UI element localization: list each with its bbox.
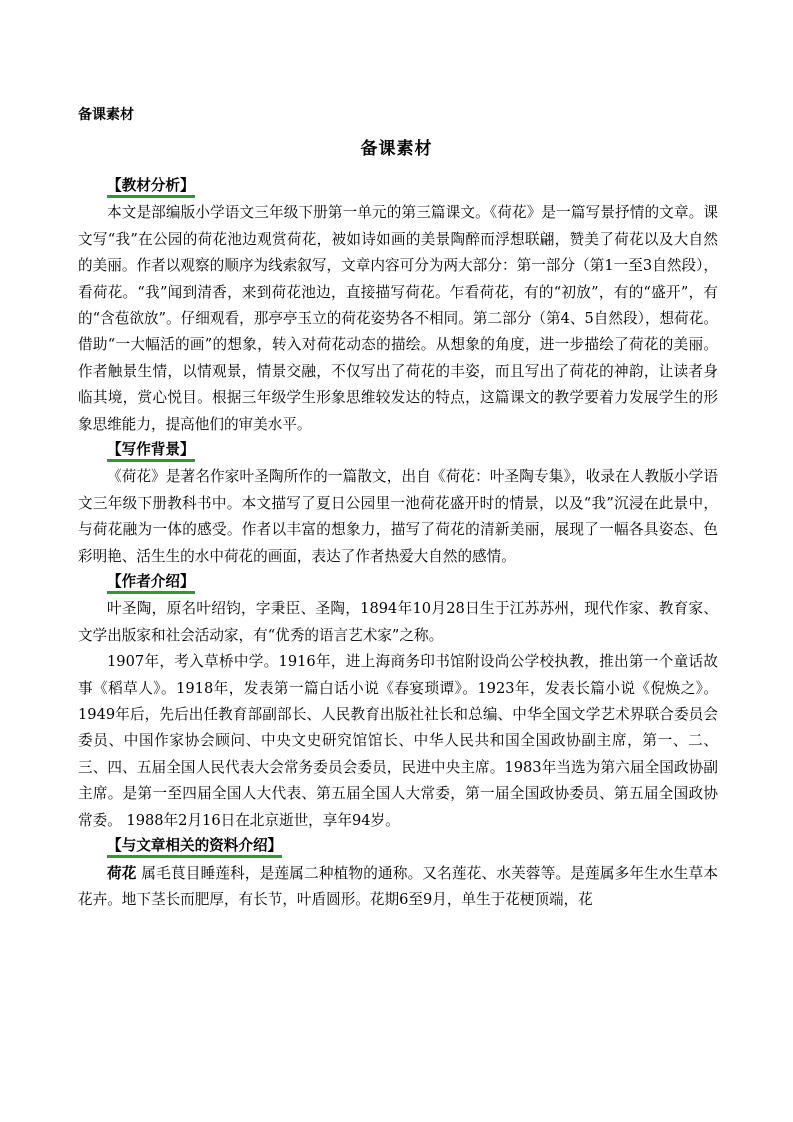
lotus-description-text: 属毛茛目睡莲科，是莲属二种植物的通称。又名莲花、水芙蓉等。是莲属多年生水生草本花卉。地下茎长而肥厚，有长节，叶盾圆形。花期6至9月，单生于花梗顶端，花 [78, 864, 718, 908]
page-header: 备课素材 [78, 107, 134, 123]
paragraph-lotus-description [78, 861, 718, 914]
page-title: 备课素材 [360, 139, 433, 159]
section-heading-related-materials: 【与文章相关的资料介绍】 [107, 836, 282, 858]
section-heading-writing-background: 【写作背景】 [107, 440, 195, 462]
paragraph-author-intro-2: 1907年，考入草桥中学。1916年，进上海商务印书馆附设尚公学校执教，推出第一个童话故事《稻草人》。1918年，发表第一篇白话小说《春宴琐谭》。1923年，发表长篇小说《倪焕之》。1949年后，先后出任教育部副部长、人民教育出版社社长和总编、中华全国文学艺术界联合委员会委员、中国作家协会顾问、中央文史研究馆馆长、中华人民共和国全国政协副主席，第一、二、三、四、五届全国人民代表大会常务委员会委员，民进中央主席。1983年当选为第六届全国政协副主席。是第一至四届全国人大代表、第五届全国人大常委，第一届全国政协委员、第五届全国政协常委。 1988年2月16日在北京逝世，享年94岁。 [78, 653, 718, 829]
section-heading-textbook-analysis: 【教材分析】 [107, 176, 195, 198]
term-lotus: 荷花 [107, 864, 137, 882]
paragraph-author-intro-1: 叶圣陶，原名叶绍钧，字秉臣、圣陶，1894年10月28日生于江苏苏州，现代作家、教育家、文学出版家和社会活动家，有“优秀的语言艺术家”之称。 [78, 600, 718, 644]
paragraph-writing-background: 《荷花》是著名作家叶圣陶所作的一篇散文，出自《荷花：叶圣陶专集》，收录在人教版小学语文三年级下册教科书中。本文描写了夏日公园里一池荷花盛开时的情景，以及“我”沉浸在此景中，与荷花融为一体的感受。作者以丰富的想象力，描写了荷花的清新美丽，展现了一幅各具姿态、色彩明艳、活生生的水中荷花的画面，表达了作者热爱大自然的感情。 [78, 468, 718, 565]
document-body [78, 174, 718, 913]
section-heading-author-intro: 【作者介绍】 [107, 572, 195, 594]
paragraph-textbook-analysis: 本文是部编版小学语文三年级下册第一单元的第三篇课文。《荷花》是一篇写景抒情的文章。课文写“我”在公园的荷花池边观赏荷花，被如诗如画的美景陶醉而浮想联翩，赞美了荷花以及大自然的美丽。作者以观察的顺序为线索叙写，文章内容可分为两大部分：第一部分（第1一至3自然段），看荷花。“我”闻到清香，来到荷花池边，直接描写荷花。乍看荷花，有的“初放”，有的“盛开”，有的“含苞欲放”。仔细观看，那亭亭玉立的荷花姿势各不相同。第二部分（第4、5自然段），想荷花。借助“一大幅活的画”的想象，转入对荷花动态的描绘。从想象的角度，进一步描绘了荷花的美丽。作者触景生情，以情观景，情景交融，不仅写出了荷花的丰姿，而且写出了荷花的神韵，让读者身临其境，赏心悦目。根据三年级学生形象思维较发达的特点，这篇课文的教学要着力发展学生的形象思维能力，提高他们的审美水平。 [78, 204, 718, 433]
